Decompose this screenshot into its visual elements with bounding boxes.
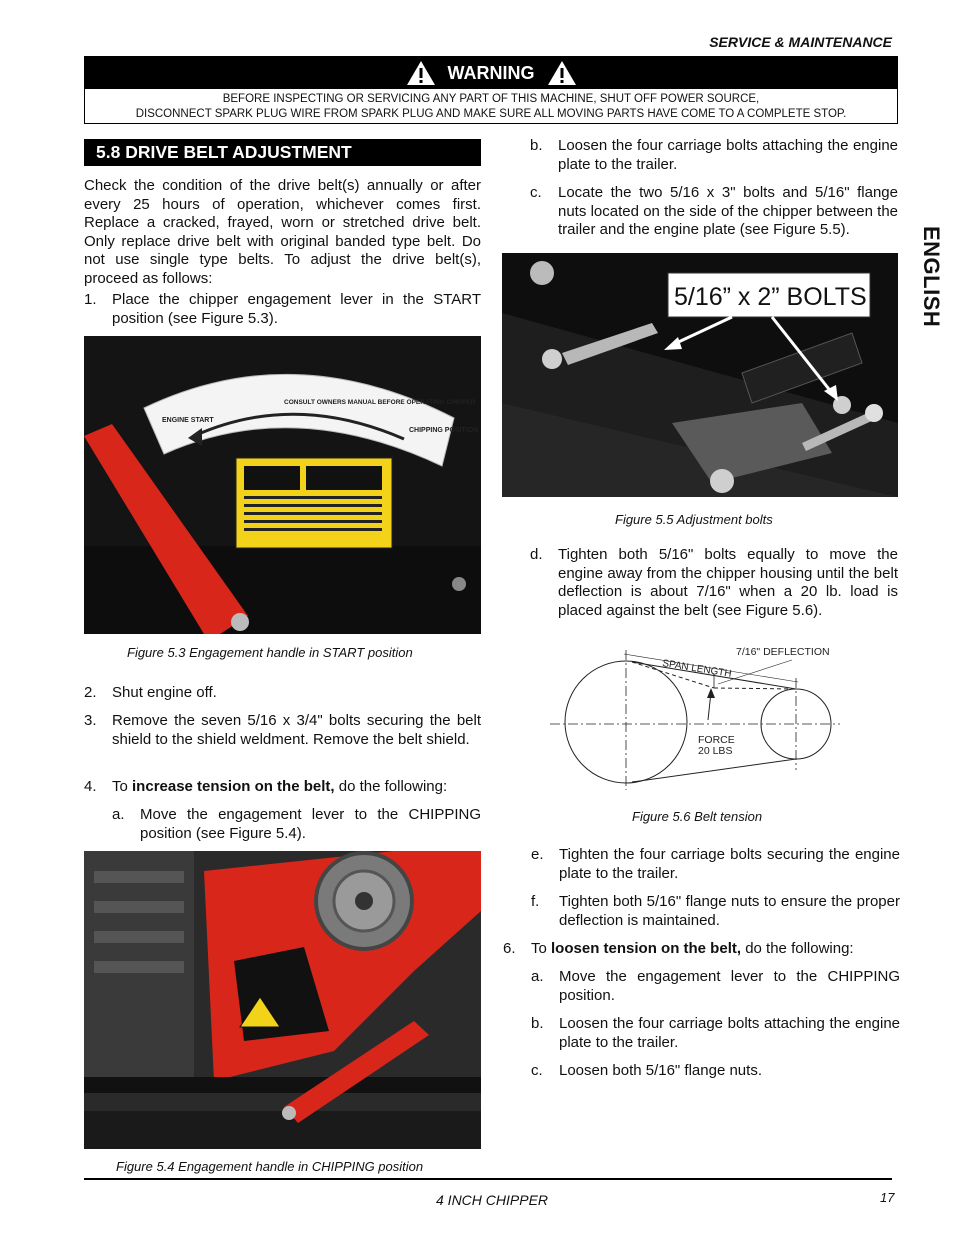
step-text-post: do the following: bbox=[334, 778, 448, 795]
figure-5-5-label: 5/16” x 2” BOLTS bbox=[674, 283, 867, 311]
section-header: SERVICE & MAINTENANCE bbox=[709, 34, 892, 50]
step-6b bbox=[531, 1015, 900, 1052]
step-text: Tighten both 5/16" flange nuts to ensure the proper deflection is maintained. bbox=[559, 893, 900, 929]
step-number: 1. bbox=[84, 291, 97, 308]
step-text bbox=[112, 778, 481, 797]
step-text: Locate the two 5/16 x 3" bolts and 5/16" flange nuts located on the side of the chipper between the trailer and the engine plate (see Figure 5.5). bbox=[558, 184, 898, 238]
belt-tension-diagram bbox=[548, 640, 844, 800]
footer-title: 4 INCH CHIPPER bbox=[436, 1192, 549, 1208]
step-text: Place the chipper engagement lever in the START position (see Figure 5.3). bbox=[112, 291, 481, 327]
figure-5-4-caption: Figure 5.4 Engagement handle in CHIPPING position bbox=[116, 1159, 424, 1174]
footer-rule bbox=[84, 1178, 892, 1180]
section-title: 5.8 DRIVE BELT ADJUSTMENT bbox=[84, 139, 481, 166]
step-number: c. bbox=[530, 184, 542, 201]
decal-engine-start: ENGINE START bbox=[162, 417, 214, 424]
warning-triangle-icon bbox=[406, 60, 436, 86]
figure-5-3-caption: Figure 5.3 Engagement handle in START position bbox=[127, 645, 413, 660]
warning-line: BEFORE INSPECTING OR SERVICING ANY PART OF THIS MACHINE, SHUT OFF POWER SOURCE, bbox=[222, 93, 760, 105]
step-number: b. bbox=[530, 137, 543, 154]
language-label: ENGLISH bbox=[919, 226, 944, 328]
deflection-label: 7/16" DEFLECTION bbox=[736, 646, 830, 658]
span-length-label: SPAN LENGTH bbox=[661, 658, 733, 680]
step-text: Move the engagement lever to the CHIPPING position (see Figure 5.4). bbox=[140, 806, 481, 842]
step-text: Tighten both 5/16" bolts equally to move the engine away from the chipper housing until the belt deflection is about 7/16" when a 20 lb. load is placed against the belt (see Figure 5.6). bbox=[558, 546, 898, 619]
warning-box bbox=[84, 56, 898, 124]
step-3 bbox=[84, 712, 481, 749]
step-text-pre: To bbox=[531, 940, 552, 957]
step-text: Loosen both 5/16" flange nuts. bbox=[559, 1062, 762, 1079]
step-4d bbox=[530, 546, 898, 620]
warning-text bbox=[85, 89, 897, 122]
step-number: 2. bbox=[84, 684, 97, 701]
step-4b bbox=[530, 137, 898, 174]
step-text-pre: To bbox=[112, 778, 133, 795]
warning-title: WARNING bbox=[447, 62, 535, 83]
force-value-label: 20 LBS bbox=[698, 745, 733, 757]
adjustment-bolts-illustration bbox=[502, 253, 898, 497]
figure-5-6-diagram bbox=[548, 640, 844, 800]
figure-5-5-caption: Figure 5.5 Adjustment bolts bbox=[615, 512, 773, 527]
step-2 bbox=[84, 684, 481, 703]
figure-5-3-photo bbox=[84, 336, 481, 634]
engagement-start-illustration bbox=[84, 336, 481, 634]
language-side-tab bbox=[912, 226, 946, 336]
step-text-post: do the following: bbox=[741, 940, 854, 957]
figure-5-5-photo bbox=[502, 253, 898, 497]
figure-5-6-caption: Figure 5.6 Belt tension bbox=[632, 809, 763, 824]
engagement-chipping-illustration bbox=[84, 851, 481, 1149]
step-text: Loosen the four carriage bolts attaching the engine plate to the trailer. bbox=[558, 137, 898, 173]
step-text: Remove the seven 5/16 x 3/4" bolts securing the belt shield to the shield weldment. Remove the belt shield. bbox=[112, 712, 481, 748]
step-number: 6. bbox=[503, 940, 516, 957]
warning-triangle-icon bbox=[547, 60, 577, 86]
step-6c bbox=[531, 1062, 900, 1081]
step-text: Loosen the four carriage bolts attaching the engine plate to the trailer. bbox=[559, 1015, 900, 1051]
step-number: f. bbox=[531, 893, 540, 910]
step-1 bbox=[84, 291, 481, 328]
step-number: 3. bbox=[84, 712, 97, 729]
step-4e bbox=[531, 846, 900, 883]
step-6 bbox=[503, 940, 900, 959]
step-number: 4. bbox=[84, 778, 97, 795]
figure-5-4-photo bbox=[84, 851, 481, 1149]
step-text: Move the engagement lever to the CHIPPING position. bbox=[559, 968, 900, 1004]
step-number: e. bbox=[531, 846, 544, 863]
step-number: a. bbox=[531, 968, 544, 985]
step-number: a. bbox=[112, 806, 125, 823]
warning-bar bbox=[85, 57, 897, 89]
step-6a bbox=[531, 968, 900, 1005]
step-text: Tighten the four carriage bolts securing the engine plate to the trailer. bbox=[559, 846, 900, 882]
step-4a bbox=[112, 806, 481, 843]
step-number: c. bbox=[531, 1062, 543, 1079]
step-text-bold: loosen tension on the belt, bbox=[551, 940, 742, 957]
decal-consult: CONSULT OWNERS MANUAL BEFORE OPERATING CHIPPER bbox=[284, 399, 476, 406]
step-text: Shut engine off. bbox=[112, 684, 217, 701]
step-text-bold: increase tension on the belt, bbox=[132, 778, 335, 795]
step-text bbox=[531, 940, 900, 959]
intro-paragraph: Check the condition of the drive belt(s) annually or after every 25 hours of operation, whichever comes first. Replace a cracked, frayed, worn or stretched drive belt. Only replace drive belt with original banded type belt. Do not use single type belts. To adjust the drive belt(s), proceed as follows: bbox=[84, 177, 481, 287]
warning-line: DISCONNECT SPARK PLUG WIRE FROM SPARK PLUG AND MAKE SURE ALL MOVING PARTS HAVE COME TO A COMPLETE STOP. bbox=[135, 108, 847, 120]
page-number: 17 bbox=[880, 1190, 895, 1205]
step-number: d. bbox=[530, 546, 543, 563]
decal-chipping: CHIPPING POSITION bbox=[409, 427, 479, 434]
step-number: b. bbox=[531, 1015, 544, 1032]
force-label: FORCE bbox=[698, 734, 735, 746]
step-4f bbox=[531, 893, 900, 930]
step-4c bbox=[530, 184, 898, 240]
step-4 bbox=[84, 778, 481, 797]
